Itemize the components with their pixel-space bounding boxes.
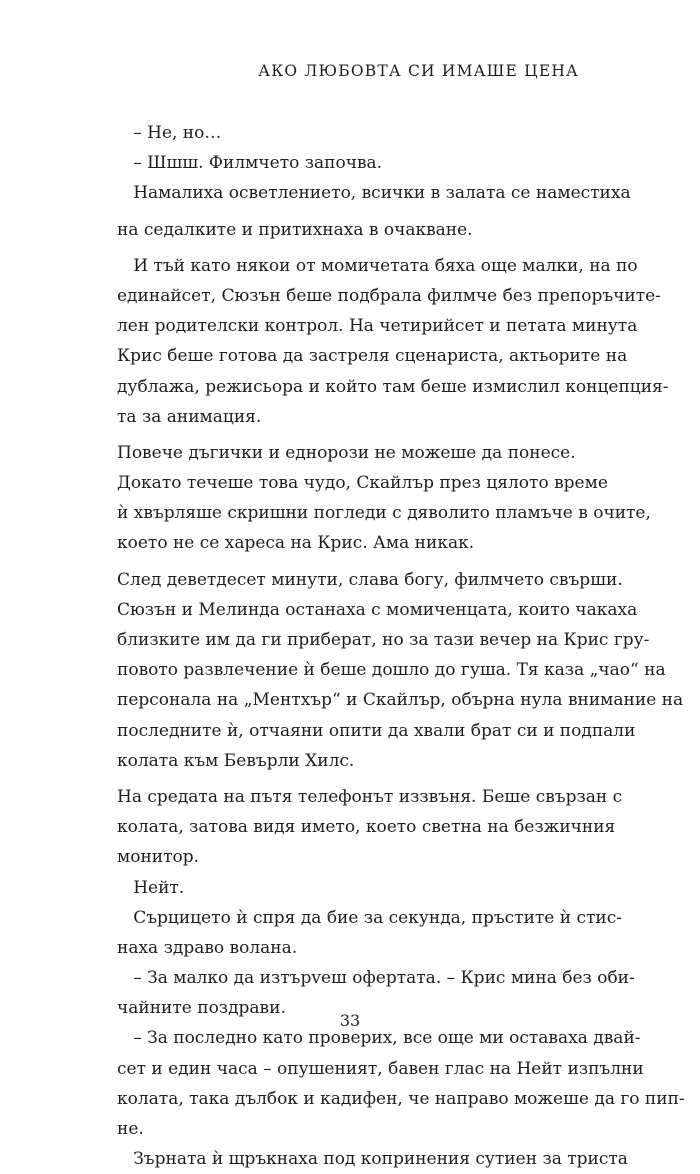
text-line: лен родителски контрол. На четирийсет и петата минута (117, 316, 638, 337)
text-line: Сюзън и Мелинда останаха с момиченцата, които чакаха (117, 599, 638, 620)
text-line: На средата на пътя телефонът иззвъня. Беше свързан с (117, 786, 623, 807)
text-line: та за анимация. (117, 406, 262, 427)
text-line: чайните поздрави. (117, 998, 286, 1019)
running-title: АКО ЛЮБОВТА СИ ИМАШЕ ЦЕНА (258, 62, 579, 80)
text-line: колата, затова видя името, което светна на безжичния (117, 817, 616, 838)
text-line: Крис беше готова да застреля сценариста, актьорите на (117, 346, 628, 367)
text-line: – За последно като проверих, все още ми оставаха двай- (117, 1028, 641, 1049)
text-line: Докато течеше това чудо, Скайлър през цялото време (117, 473, 608, 494)
text-line: колата, така дълбок и кадифен, че направо можеше да го пип- (117, 1088, 685, 1109)
text-line: – Не, но… (117, 123, 222, 143)
text-line: което не се хареса на Крис. Ама никак. (117, 533, 475, 554)
text-line: сет и един часа – опушеният, бавен глас на Нейт изпълни (117, 1058, 644, 1079)
text-line: – За малко да изтърveш офертата. – Крис мина без оби- (117, 968, 635, 989)
text-line: не. (117, 1119, 144, 1139)
text-line: персонала на „Ментхър“ и Скайлър, обърна нула внимание на (117, 690, 684, 711)
text-line: След деветдесет минути, слава богу, филмчето свърши. (117, 569, 623, 590)
text-line: Нейт. (117, 877, 185, 898)
text-line: повото развлечение ѝ беше дошло до гуша. Тя каза „чао“ на (117, 660, 666, 681)
text-line: – Шшш. Филмчето започва. (117, 153, 383, 174)
text-line: единайсет, Сюзън беше подбрала филмче без препоръчите- (117, 285, 661, 306)
text-line: дублажа, режисьора и който там беше измислил концепция- (117, 376, 669, 397)
text-line: близките им да ги приберат, но за тази вечер на Крис гру- (117, 630, 650, 650)
text-line: ѝ хвърляше скришни погледи с дяволито пламъче в очите, (117, 503, 651, 524)
text-line: монитор. (117, 847, 200, 868)
text-line: на седалките и притихнаха в очакване. (117, 219, 473, 240)
text-line: Сърцицето ѝ спря да бие за секунда, пръстите ѝ стис- (117, 907, 623, 928)
text-line: И тъй като някои от момичетата бяха още малки, на по (117, 255, 638, 276)
text-line: последните ѝ, отчаяни опити да хвали брат си и подпали (117, 720, 636, 741)
text-line: Намалиха осветлението, всички в залата се наместиха (117, 183, 631, 204)
text-line: наха здраво волана. (117, 937, 298, 958)
text-line: Повече дъгички и еднорози не можеше да понесе. (117, 442, 576, 463)
text-line: колата към Бевърли Хилс. (117, 750, 355, 771)
text-line: Зърната ѝ щръкнаха под копринения сутиен за триста (117, 1149, 628, 1170)
page-number: 33 (339, 1011, 361, 1030)
